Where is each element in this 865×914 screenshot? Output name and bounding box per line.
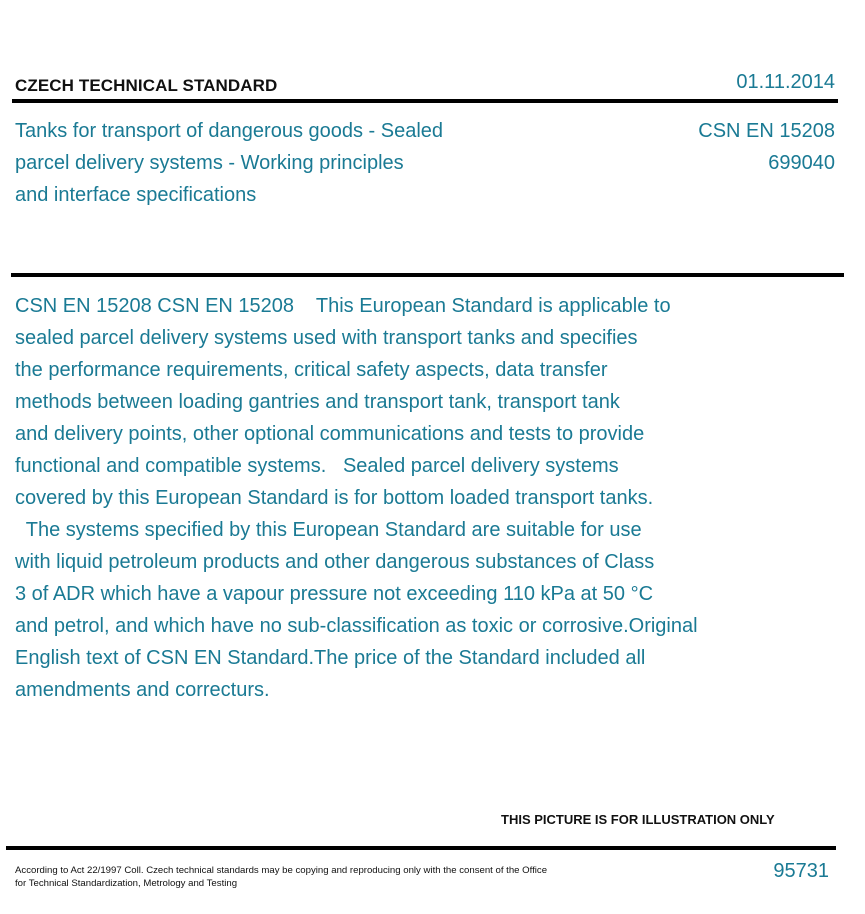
description-line: amendments and correcturs. bbox=[15, 679, 270, 701]
description-line: English text of CSN EN Standard.The price of the Standard included all bbox=[15, 647, 646, 669]
description-line: methods between loading gantries and transport tank, transport tank bbox=[15, 391, 620, 413]
description-line: CSN EN 15208 CSN EN 15208 This European Standard is applicable to bbox=[15, 295, 671, 317]
description-line: and delivery points, other optional communications and tests to provide bbox=[15, 423, 645, 445]
description-line: sealed parcel delivery systems used with transport tanks and specifies bbox=[15, 327, 638, 349]
legal-line: According to Act 22/1997 Coll. Czech technical standards may be copying and reproducing only with the consent of the Office bbox=[15, 865, 548, 876]
description-line: 3 of ADR which have a vapour pressure not exceeding 110 kPa at 50 °C bbox=[15, 583, 654, 605]
illustration-note: THIS PICTURE IS FOR ILLUSTRATION ONLY bbox=[501, 812, 775, 827]
standard-code: CSN EN 15208 bbox=[698, 120, 835, 142]
header-divider bbox=[12, 99, 838, 103]
description-line: functional and compatible systems. Sealed parcel delivery systems bbox=[15, 455, 619, 477]
standard-description bbox=[15, 290, 760, 706]
legal-line: for Technical Standardization, Metrology and Testing bbox=[15, 878, 238, 889]
title-line: Tanks for transport of dangerous goods - Sealed bbox=[15, 120, 444, 142]
description-line: and petrol, and which have no sub-classification as toxic or corrosive.Original bbox=[15, 615, 698, 637]
footer-divider bbox=[6, 846, 836, 850]
description-line: with liquid petroleum products and other dangerous substances of Class bbox=[15, 551, 655, 573]
title-divider bbox=[11, 273, 844, 277]
legal-notice bbox=[15, 864, 615, 890]
title-line: and interface specifications bbox=[15, 184, 257, 206]
document-type-label: CZECH TECHNICAL STANDARD bbox=[15, 76, 278, 95]
title-line: parcel delivery systems - Working principles bbox=[15, 152, 404, 174]
description-line: The systems specified by this European Standard are suitable for use bbox=[15, 519, 642, 541]
description-line: covered by this European Standard is for bottom loaded transport tanks. bbox=[15, 487, 654, 509]
standard-codes bbox=[698, 115, 835, 179]
standard-title bbox=[15, 115, 515, 211]
class-number: 699040 bbox=[768, 152, 835, 174]
publication-date: 01.11.2014 bbox=[736, 71, 835, 93]
catalog-number: 95731 bbox=[773, 860, 829, 882]
description-line: the performance requirements, critical safety aspects, data transfer bbox=[15, 359, 608, 381]
